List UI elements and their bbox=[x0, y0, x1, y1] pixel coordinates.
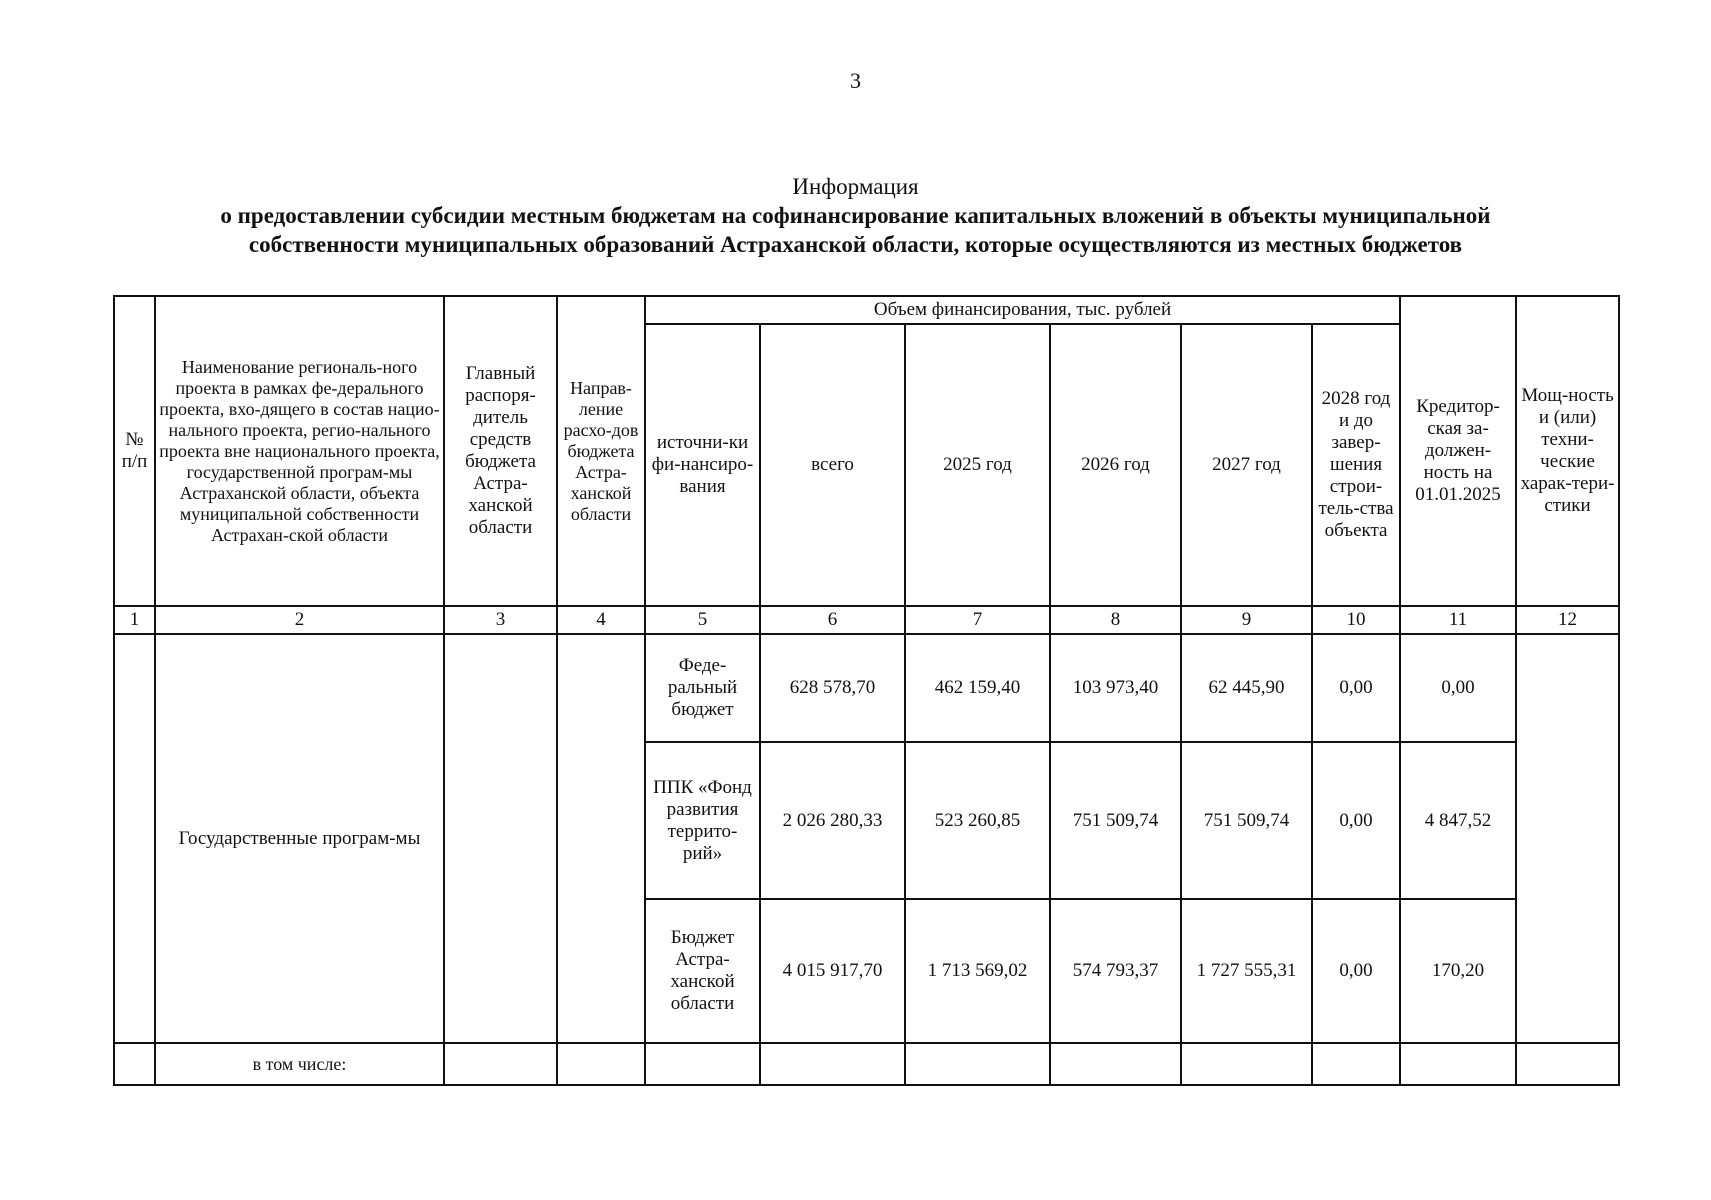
debt-cell: 4 847,52 bbox=[1400, 742, 1516, 899]
total-cell: 4 015 917,70 bbox=[760, 899, 905, 1043]
header-2025: 2025 год bbox=[905, 324, 1050, 606]
empty-cell bbox=[905, 1043, 1050, 1085]
header-funding-group: Объем финансирования, тыс. рублей bbox=[645, 296, 1400, 324]
administrator-cell bbox=[444, 634, 557, 1043]
header-administrator: Главный распоря-дитель средств бюджета Астра-ханской области bbox=[444, 296, 557, 606]
empty-cell bbox=[1181, 1043, 1312, 1085]
header-total: всего bbox=[760, 324, 905, 606]
expense-direction-cell bbox=[557, 634, 645, 1043]
column-number: 11 bbox=[1400, 606, 1516, 634]
row-number-cell bbox=[114, 1043, 155, 1085]
title-line-2: о предоставлении субсидии местным бюджетам на софинансирование капитальных вложений в объекты муниципальной bbox=[220, 203, 1491, 228]
column-number: 2 bbox=[155, 606, 444, 634]
table-row bbox=[114, 634, 1619, 742]
source-cell: Бюджет Астра-ханской области bbox=[645, 899, 760, 1043]
column-number: 3 bbox=[444, 606, 557, 634]
y2027-cell: 62 445,90 bbox=[1181, 634, 1312, 742]
header-expense-direction: Направ-ление расхо-дов бюджета Астра-ханской области bbox=[557, 296, 645, 606]
row-number-cell bbox=[114, 634, 155, 1043]
title-line-3: собственности муниципальных образований Астраханской области, которые осуществляются из местных бюджетов bbox=[248, 232, 1463, 257]
column-number: 10 bbox=[1312, 606, 1400, 634]
y2026-cell: 103 973,40 bbox=[1050, 634, 1181, 742]
header-name: Наименование региональ-ного проекта в рамках фе-дерального проекта, вхо-дящего в состав нацио-нального проекта, регио-нального проекта вне национального проекта, государственной програм-мы Астраханской области, объекта муниципальной собственности Астрахан-ской области bbox=[155, 296, 444, 606]
empty-cell bbox=[1516, 1043, 1619, 1085]
including-label: в том числе: bbox=[155, 1043, 444, 1085]
y2025-cell: 1 713 569,02 bbox=[905, 899, 1050, 1043]
header-row-1 bbox=[114, 296, 1619, 324]
y2026-cell: 574 793,37 bbox=[1050, 899, 1181, 1043]
empty-cell bbox=[1312, 1043, 1400, 1085]
empty-cell bbox=[760, 1043, 905, 1085]
empty-cell bbox=[1050, 1043, 1181, 1085]
column-number: 6 bbox=[760, 606, 905, 634]
y2025-cell: 462 159,40 bbox=[905, 634, 1050, 742]
column-number: 1 bbox=[114, 606, 155, 634]
page-number: 3 bbox=[850, 68, 861, 93]
column-number: 5 bbox=[645, 606, 760, 634]
column-number: 12 bbox=[1516, 606, 1619, 634]
y2027-cell: 1 727 555,31 bbox=[1181, 899, 1312, 1043]
debt-cell: 170,20 bbox=[1400, 899, 1516, 1043]
source-cell: Феде-ральный бюджет bbox=[645, 634, 760, 742]
program-name-cell: Государственные програм-мы bbox=[155, 634, 444, 1043]
column-number-row bbox=[114, 606, 1619, 634]
header-2026: 2026 год bbox=[1050, 324, 1181, 606]
y2026-cell: 751 509,74 bbox=[1050, 742, 1181, 899]
y2028-cell: 0,00 bbox=[1312, 742, 1400, 899]
column-number: 4 bbox=[557, 606, 645, 634]
header-debt: Кредитор-ская за-должен-ность на 01.01.2025 bbox=[1400, 296, 1516, 606]
y2025-cell: 523 260,85 bbox=[905, 742, 1050, 899]
total-cell: 628 578,70 bbox=[760, 634, 905, 742]
y2028-cell: 0,00 bbox=[1312, 634, 1400, 742]
empty-cell bbox=[645, 1043, 760, 1085]
capacity-cell bbox=[1516, 634, 1619, 1043]
y2028-cell: 0,00 bbox=[1312, 899, 1400, 1043]
debt-cell: 0,00 bbox=[1400, 634, 1516, 742]
including-row bbox=[114, 1043, 1619, 1085]
header-2027: 2027 год bbox=[1181, 324, 1312, 606]
title-line-1: Информация bbox=[792, 174, 919, 199]
document-title bbox=[0, 172, 1711, 259]
column-number: 7 bbox=[905, 606, 1050, 634]
y2027-cell: 751 509,74 bbox=[1181, 742, 1312, 899]
empty-cell bbox=[444, 1043, 557, 1085]
column-number: 8 bbox=[1050, 606, 1181, 634]
header-capacity: Мощ-ность и (или) техни-ческие харак-тери-стики bbox=[1516, 296, 1619, 606]
header-sources: источни-ки фи-нансиро-вания bbox=[645, 324, 760, 606]
column-number: 9 bbox=[1181, 606, 1312, 634]
empty-cell bbox=[1400, 1043, 1516, 1085]
subsidy-table bbox=[113, 295, 1620, 1086]
header-number: № п/п bbox=[114, 296, 155, 606]
header-2028: 2028 год и до завер-шения строи-тель-ства объекта bbox=[1312, 324, 1400, 606]
source-cell: ППК «Фонд развития террито-рий» bbox=[645, 742, 760, 899]
total-cell: 2 026 280,33 bbox=[760, 742, 905, 899]
empty-cell bbox=[557, 1043, 645, 1085]
